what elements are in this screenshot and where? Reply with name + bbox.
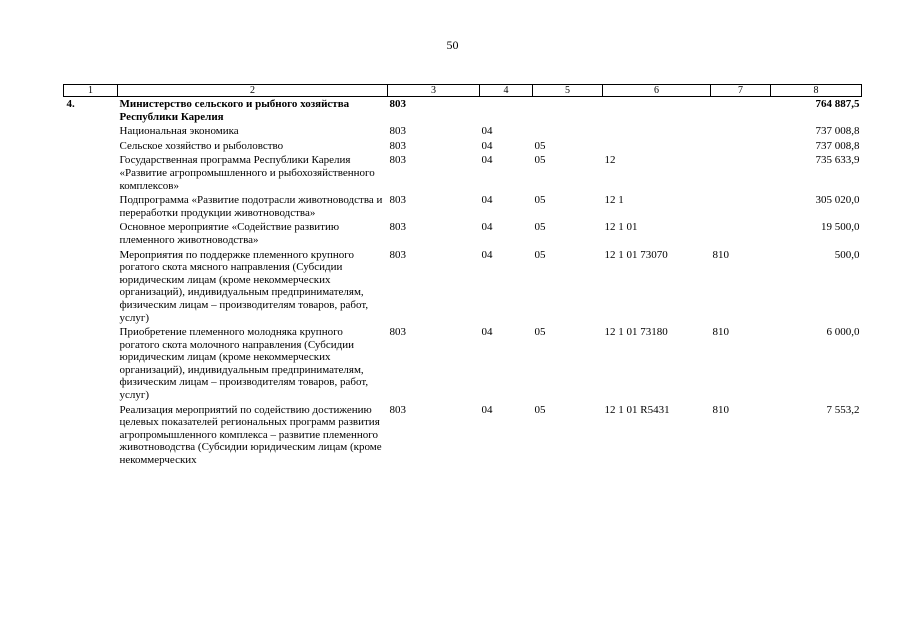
target-article-cell (603, 97, 711, 124)
ministry-code-cell: 803 (389, 221, 406, 234)
table-row (64, 192, 862, 219)
row-number-cell (64, 247, 118, 325)
header-cell: 8 (771, 85, 862, 97)
amount-cell: 19 500,0 (821, 221, 860, 234)
target-article-cell: 12 1 (604, 194, 624, 207)
ministry-code-cell: 803 (389, 326, 406, 339)
expense-type-cell (711, 138, 771, 153)
target-article-cell: 12 1 01 (604, 221, 638, 234)
table-row (64, 402, 862, 467)
ministry-code-cell: 803 (389, 248, 406, 261)
row-number-cell (64, 123, 118, 138)
expense-type-cell (711, 152, 771, 192)
row-number-cell (64, 324, 118, 402)
header-cell: 6 (603, 85, 711, 97)
row-number-cell (64, 152, 118, 192)
ministry-code-cell: 803 (389, 403, 406, 416)
subsection-code-cell: 05 (534, 248, 546, 261)
ministry-code-cell: 803 (389, 139, 406, 152)
target-article-cell: 12 1 01 R5431 (604, 403, 670, 416)
amount-cell: 7 553,2 (826, 403, 860, 416)
row-number-cell (64, 402, 118, 467)
section-code-cell: 04 (481, 221, 493, 234)
section-code-cell (480, 97, 533, 124)
expense-type-cell (711, 97, 771, 124)
row-number-cell (64, 219, 118, 246)
subsection-code-cell: 05 (534, 154, 546, 167)
subsection-code-cell (533, 123, 603, 138)
amount-cell: 500,0 (834, 248, 860, 261)
subsection-code-cell (533, 97, 603, 124)
amount-cell: 737 008,8 (815, 125, 860, 138)
amount-cell: 6 000,0 (826, 326, 860, 339)
expense-type-cell (711, 219, 771, 246)
subsection-code-cell: 05 (534, 194, 546, 207)
section-code-cell: 04 (481, 194, 493, 207)
subsection-code-cell: 05 (534, 403, 546, 416)
ministry-code-cell: 803 (389, 154, 406, 167)
target-article-cell (603, 138, 711, 153)
ministry-code-cell: 803 (389, 194, 406, 207)
table-row (64, 138, 862, 153)
subsection-code-cell: 05 (534, 326, 546, 339)
section-code-cell: 04 (481, 139, 493, 152)
subsection-code-cell: 05 (534, 221, 546, 234)
table-row (64, 152, 862, 192)
expense-type-cell: 810 (712, 403, 729, 416)
amount-cell: 305 020,0 (815, 194, 860, 207)
table-header-row (64, 85, 862, 97)
subsection-code-cell: 05 (534, 139, 546, 152)
header-cell: 2 (118, 85, 388, 97)
section-code-cell: 04 (481, 125, 493, 138)
table-row (64, 219, 862, 246)
page-number: 50 (446, 38, 459, 52)
target-article-cell: 12 1 01 73180 (604, 326, 668, 339)
table-row (64, 247, 862, 325)
expense-type-cell (711, 123, 771, 138)
amount-cell: 735 633,9 (815, 154, 860, 167)
budget-table (63, 84, 862, 467)
table-row (64, 324, 862, 402)
header-cell: 1 (64, 85, 118, 97)
target-article-cell: 12 1 01 73070 (604, 248, 668, 261)
target-article-cell (603, 123, 711, 138)
ministry-code-cell: 803 (389, 125, 406, 138)
header-cell: 7 (711, 85, 771, 97)
expense-type-cell (711, 192, 771, 219)
item-name-cell: Мероприятия по поддержке племенного крупного рогатого скота мясного направления (Субсидии юридическим лицам (кроме некоммерческих организаций), индивидуальным предпринимателям, физическим лицам – производителям товаров, работ, услуг) (119, 248, 369, 324)
row-number-cell (64, 192, 118, 219)
item-name-cell: Приобретение племенного молодняка крупного рогатого скота молочного направления (Субсидии юридическим лицам (кроме некоммерческих организаций), индивидуальным предпринимателям, физическим лицам – производителям товаров, работ, услуг) (119, 326, 369, 402)
header-cell: 5 (533, 85, 603, 97)
table-row (64, 123, 862, 138)
expense-type-cell: 810 (712, 248, 729, 261)
item-name-cell: Сельское хозяйство и рыболовство (119, 139, 284, 152)
item-name-cell: Государственная программа Республики Карелия «Развитие агропромышленного и рыбохозяйственного комплексов» (119, 154, 375, 192)
section-code-cell: 04 (481, 326, 493, 339)
amount-cell: 737 008,8 (815, 139, 860, 152)
section-code-cell: 04 (481, 248, 493, 261)
expense-type-cell: 810 (712, 326, 729, 339)
section-code-cell: 04 (481, 154, 493, 167)
header-cell: 3 (388, 85, 480, 97)
amount-cell: 764 887,5 (815, 98, 860, 110)
item-name-cell: Основное мероприятие «Содействие развитию племенного животноводства» (119, 221, 340, 246)
item-name-cell: Национальная экономика (119, 125, 239, 138)
target-article-cell: 12 (604, 154, 616, 167)
header-cell: 4 (480, 85, 533, 97)
table-row (64, 97, 862, 124)
item-name-cell: Министерство сельского и рыбного хозяйства Республики Карелия (119, 98, 350, 123)
row-number-cell: 4. (66, 98, 75, 110)
item-name-cell: Реализация мероприятий по содействию достижению целевых показателей региональных программ развития агропромышленного комплекса – развитие племенного животноводства (Субсидии юридическим лицам (кроме некоммерческих (119, 403, 382, 467)
row-number-cell (64, 138, 118, 153)
ministry-code-cell: 803 (389, 98, 406, 110)
section-code-cell: 04 (481, 403, 493, 416)
item-name-cell: Подпрограмма «Развитие подотрасли животноводства и переработки продукции животноводства» (119, 194, 383, 219)
